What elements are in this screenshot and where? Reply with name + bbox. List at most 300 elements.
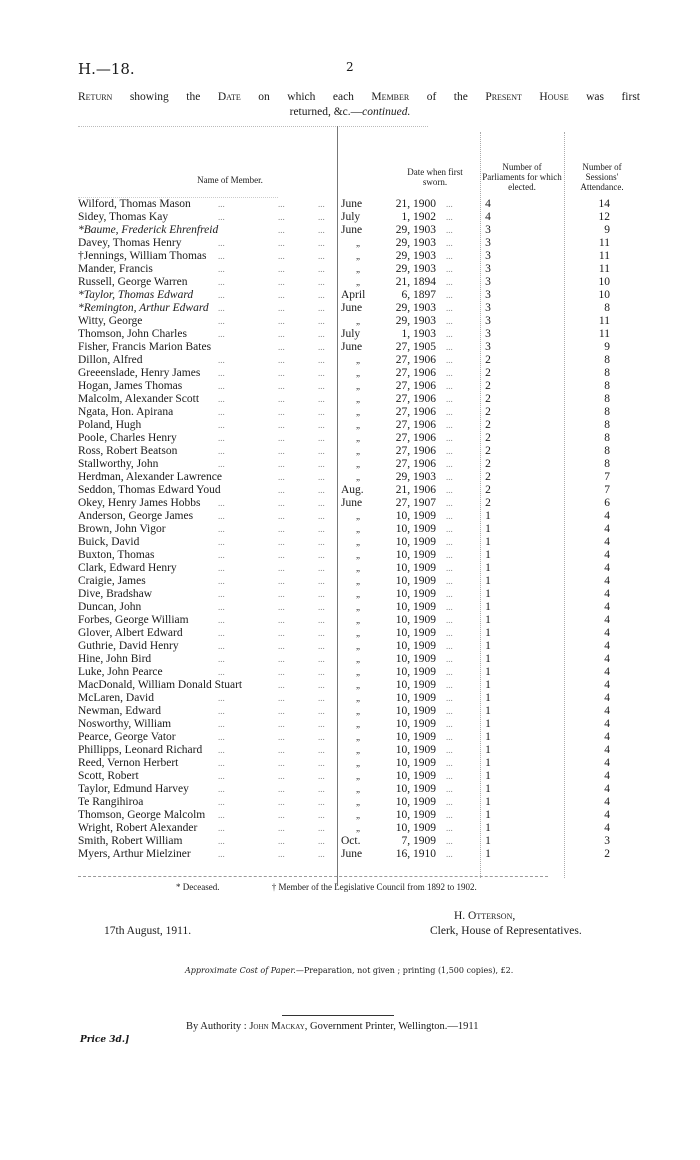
parliaments-count: 1: [485, 640, 491, 652]
sessions-count: 4: [604, 627, 610, 639]
leader-dots: ...: [446, 784, 453, 794]
parliaments-count: 2: [485, 445, 491, 457]
parliaments-count: 1: [485, 614, 491, 626]
date-day-year: 10, 1909: [395, 523, 436, 535]
date-month: „: [356, 693, 360, 703]
member-name: [78, 796, 143, 809]
leader-dots: ...: [278, 212, 285, 222]
member-name: [78, 263, 153, 276]
sessions-count: 2: [604, 848, 610, 860]
leader-dots: ...: [218, 836, 225, 846]
member-row: [78, 497, 638, 510]
leader-dots: ...: [446, 797, 453, 807]
leader-dots: ...: [318, 524, 325, 534]
leader-dots: ...: [318, 810, 325, 820]
leader-dots: ...: [278, 199, 285, 209]
member-row: [78, 250, 638, 263]
leader-dots: ...: [318, 693, 325, 703]
page-number: 2: [346, 60, 354, 74]
member-name-text: Herdman, Alexander Lawrence: [78, 471, 222, 483]
date-day-year: 10, 1909: [395, 614, 436, 626]
leader-dots: ...: [218, 602, 225, 612]
sessions-count: 8: [604, 367, 610, 379]
parliaments-count: 3: [485, 315, 491, 327]
member-row: [78, 562, 638, 575]
cost-label: Approximate Cost of Paper.: [185, 966, 296, 975]
leader-dots: ...: [278, 485, 285, 495]
leader-dots: ...: [446, 537, 453, 547]
leader-dots: ...: [318, 290, 325, 300]
member-row: [78, 302, 638, 315]
leader-dots: ...: [446, 342, 453, 352]
member-name: [78, 744, 202, 757]
leader-dots: ...: [446, 199, 453, 209]
title-line-1: [78, 91, 640, 103]
date-month: „: [356, 810, 360, 820]
parliaments-count: 1: [485, 770, 491, 782]
member-name: [78, 614, 189, 627]
date-day-year: 29, 1903: [395, 302, 436, 314]
date-day-year: 10, 1909: [395, 692, 436, 704]
member-name: [78, 341, 211, 354]
member-row: [78, 211, 638, 224]
date-day-year: 27, 1906: [395, 419, 436, 431]
parliaments-count: 1: [485, 822, 491, 834]
date-day-year: 10, 1909: [395, 731, 436, 743]
member-name: [78, 328, 187, 341]
member-name: [78, 432, 177, 445]
member-name-text: Smith, Robert William: [78, 835, 183, 847]
sessions-count: 4: [604, 575, 610, 587]
member-row: [78, 445, 638, 458]
leader-dots: ...: [218, 797, 225, 807]
date-month: „: [356, 719, 360, 729]
leader-dots: ...: [218, 849, 225, 859]
member-name-text: Buxton, Thomas: [78, 549, 155, 561]
member-name: [78, 536, 139, 549]
parliaments-count: 2: [485, 406, 491, 418]
leader-dots: ...: [318, 212, 325, 222]
leader-dots: ...: [218, 199, 225, 209]
leader-dots: ...: [446, 849, 453, 859]
leader-dots: ...: [218, 251, 225, 261]
date-month: July: [341, 328, 361, 340]
date-month: „: [356, 641, 360, 651]
member-name-text: Nosworthy, William: [78, 718, 172, 730]
leader-dots: ...: [318, 836, 325, 846]
leader-dots: ...: [278, 667, 285, 677]
parliaments-count: 2: [485, 354, 491, 366]
leader-dots: ...: [218, 368, 225, 378]
leader-dots: ...: [446, 823, 453, 833]
leader-dots: ...: [318, 264, 325, 274]
footnote-marker: *: [78, 289, 84, 301]
date-day-year: 27, 1906: [395, 458, 436, 470]
parliaments-count: 3: [485, 341, 491, 353]
leader-dots: ...: [446, 368, 453, 378]
leader-dots: ...: [318, 355, 325, 365]
signature-date: 17th August, 1911.: [104, 925, 192, 937]
leader-dots: ...: [446, 524, 453, 534]
leader-dots: ...: [318, 199, 325, 209]
sessions-count: 4: [604, 705, 610, 717]
leader-dots: ...: [446, 407, 453, 417]
cost-note: [185, 966, 513, 975]
member-name: [78, 393, 199, 406]
sessions-count: 11: [598, 237, 610, 249]
member-name-text: Taylor, Thomas Edward: [83, 289, 194, 301]
member-row: [78, 744, 638, 757]
member-name: [78, 770, 139, 783]
member-name: [78, 575, 146, 588]
leader-dots: ...: [218, 394, 225, 404]
member-name-text: Myers, Arthur Mielziner: [78, 848, 191, 860]
leader-dots: ...: [318, 719, 325, 729]
member-row: [78, 419, 638, 432]
date-month: „: [356, 537, 360, 547]
date-day-year: 27, 1906: [395, 354, 436, 366]
member-row: [78, 783, 638, 796]
leader-dots: ...: [446, 303, 453, 313]
member-name: [78, 211, 168, 224]
parliaments-count: 1: [485, 523, 491, 535]
date-month: „: [356, 277, 360, 287]
leader-dots: ...: [318, 394, 325, 404]
date-month: „: [356, 784, 360, 794]
member-name-text: Mander, Francis: [78, 263, 153, 275]
member-row: [78, 224, 638, 237]
date-day-year: 10, 1909: [395, 601, 436, 613]
parliaments-count: 1: [485, 588, 491, 600]
date-day-year: 27, 1906: [395, 367, 436, 379]
leader-dots: ...: [278, 238, 285, 248]
leader-dots: ...: [318, 498, 325, 508]
member-name-text: Witty, George: [78, 315, 143, 327]
leader-dots: ...: [278, 290, 285, 300]
sessions-count: 8: [604, 406, 610, 418]
footnote-council: † Member of the Legislative Council from 1892 to 1902.: [271, 882, 477, 892]
parliaments-count: 1: [485, 718, 491, 730]
date-month: „: [356, 433, 360, 443]
leader-dots: ...: [218, 498, 225, 508]
leader-dots: ...: [218, 303, 225, 313]
member-name-text: Newman, Edward: [78, 705, 162, 717]
date-day-year: 10, 1909: [395, 562, 436, 574]
leader-dots: ...: [218, 589, 225, 599]
sessions-count: 4: [604, 796, 610, 808]
leader-dots: ...: [318, 641, 325, 651]
leader-dots: ...: [218, 316, 225, 326]
leader-dots: ...: [446, 680, 453, 690]
member-name: [78, 705, 161, 718]
leader-dots: ...: [278, 615, 285, 625]
leader-dots: ...: [278, 407, 285, 417]
date-month: June: [341, 224, 363, 236]
leader-dots: ...: [446, 329, 453, 339]
title-word: Member: [371, 91, 410, 103]
leader-dots: ...: [218, 732, 225, 742]
leader-dots: ...: [446, 498, 453, 508]
leader-dots: ...: [446, 693, 453, 703]
member-row: [78, 718, 638, 731]
date-day-year: 10, 1909: [395, 809, 436, 821]
member-name-text: Clark, Edward Henry: [78, 562, 177, 574]
sessions-count: 4: [604, 640, 610, 652]
date-month: „: [356, 745, 360, 755]
date-month: „: [356, 823, 360, 833]
date-month: „: [356, 771, 360, 781]
parliaments-count: 3: [485, 328, 491, 340]
member-name: [78, 562, 177, 575]
date-day-year: 10, 1909: [395, 783, 436, 795]
date-month: „: [356, 589, 360, 599]
date-day-year: 27, 1906: [395, 380, 436, 392]
leader-dots: ...: [446, 719, 453, 729]
date-day-year: 10, 1909: [395, 796, 436, 808]
member-name-text: Okey, Henry James Hobbs: [78, 497, 201, 509]
parliaments-count: 1: [485, 653, 491, 665]
date-month: „: [356, 524, 360, 534]
member-name: [78, 497, 201, 510]
date-day-year: 10, 1909: [395, 757, 436, 769]
member-name-text: Thomson, John Charles: [78, 328, 187, 340]
member-row: [78, 601, 638, 614]
member-name-text: Brown, John Vigor: [78, 523, 166, 535]
leader-dots: ...: [318, 251, 325, 261]
member-name: [78, 718, 171, 731]
member-name: [78, 653, 151, 666]
leader-dots: ...: [218, 615, 225, 625]
leader-dots: ...: [278, 589, 285, 599]
parliaments-count: 1: [485, 731, 491, 743]
date-day-year: 21, 1906: [395, 484, 436, 496]
date-day-year: 27, 1906: [395, 445, 436, 457]
member-name: [78, 601, 141, 614]
leader-dots: ...: [318, 797, 325, 807]
printer-imprint: [186, 1021, 479, 1032]
member-name-text: Anderson, George James: [78, 510, 194, 522]
member-row: [78, 198, 638, 211]
member-name-text: Poole, Charles Henry: [78, 432, 177, 444]
leader-dots: ...: [278, 368, 285, 378]
member-row: [78, 809, 638, 822]
parliaments-count: 1: [485, 666, 491, 678]
member-row: [78, 679, 638, 692]
leader-dots: ...: [278, 745, 285, 755]
leader-dots: ...: [446, 667, 453, 677]
parliaments-count: 2: [485, 471, 491, 483]
member-row: [78, 341, 638, 354]
title-word: Return: [78, 91, 113, 103]
leader-dots: ...: [278, 355, 285, 365]
member-row: [78, 835, 638, 848]
sessions-count: 8: [604, 354, 610, 366]
member-row: [78, 848, 638, 861]
sessions-count: 14: [598, 198, 610, 210]
footnote-marker: *: [78, 224, 84, 236]
leader-dots: ...: [446, 589, 453, 599]
leader-dots: ...: [318, 654, 325, 664]
leader-dots: ...: [446, 212, 453, 222]
title-word: of the: [409, 91, 486, 103]
title-word: Date: [217, 91, 241, 103]
leader-dots: ...: [278, 771, 285, 781]
date-day-year: 10, 1909: [395, 575, 436, 587]
leader-dots: ...: [446, 628, 453, 638]
sessions-count: 8: [604, 458, 610, 470]
parliaments-count: 1: [485, 705, 491, 717]
member-row: [78, 796, 638, 809]
leader-dots: ...: [446, 511, 453, 521]
member-row: [78, 471, 638, 484]
title-word: on which each: [240, 91, 372, 103]
member-name-text: Guthrie, David Henry: [78, 640, 179, 652]
date-month: „: [356, 654, 360, 664]
leader-dots: ...: [318, 667, 325, 677]
date-day-year: 10, 1909: [395, 822, 436, 834]
parliaments-count: 1: [485, 510, 491, 522]
leader-dots: ...: [446, 277, 453, 287]
leader-dots: ...: [278, 758, 285, 768]
leader-dots: ...: [318, 706, 325, 716]
column-header-name: Name of Member.: [197, 175, 263, 185]
sessions-count: 8: [604, 302, 610, 314]
leader-dots: ...: [318, 433, 325, 443]
date-day-year: 7, 1909: [401, 835, 436, 847]
leader-dots: ...: [446, 472, 453, 482]
date-month: „: [356, 407, 360, 417]
date-day-year: 27, 1905: [395, 341, 436, 353]
sessions-count: 11: [598, 263, 610, 275]
parliaments-count: 1: [485, 809, 491, 821]
member-name-text: Seddon, Thomas Edward Youd: [78, 484, 221, 496]
member-name-text: Ngata, Hon. Apirana: [78, 406, 174, 418]
date-day-year: 21, 1900: [395, 198, 436, 210]
date-month: June: [341, 302, 363, 314]
leader-dots: ...: [318, 680, 325, 690]
sessions-count: 11: [598, 328, 610, 340]
member-name-text: Dillon, Alfred: [78, 354, 143, 366]
leader-dots: ...: [218, 537, 225, 547]
sessions-count: 8: [604, 419, 610, 431]
leader-dots: ...: [278, 680, 285, 690]
leader-dots: ...: [278, 576, 285, 586]
parliaments-count: 2: [485, 432, 491, 444]
parliaments-count: 2: [485, 497, 491, 509]
parliaments-count: 1: [485, 679, 491, 691]
leader-dots: ...: [318, 342, 325, 352]
leader-dots: ...: [318, 446, 325, 456]
member-name-text: Wilford, Thomas Mason: [78, 198, 191, 210]
member-name-text: Greeenslade, Henry James: [78, 367, 201, 379]
sessions-count: 8: [604, 393, 610, 405]
date-month: June: [341, 198, 363, 210]
member-name-text: Forbes, George William: [78, 614, 189, 626]
date-day-year: 29, 1903: [395, 237, 436, 249]
date-day-year: 10, 1909: [395, 588, 436, 600]
parliaments-count: 3: [485, 302, 491, 314]
leader-dots: ...: [446, 264, 453, 274]
parliaments-count: 1: [485, 562, 491, 574]
leader-dots: ...: [278, 433, 285, 443]
column-header-parliaments: Number of Parliaments for which elected.: [482, 162, 562, 192]
date-month: „: [356, 511, 360, 521]
member-name: [78, 354, 143, 367]
leader-dots: ...: [446, 732, 453, 742]
member-name-text: Dive, Bradshaw: [78, 588, 153, 600]
parliaments-count: 3: [485, 263, 491, 275]
leader-dots: ...: [218, 433, 225, 443]
parliaments-count: 1: [485, 575, 491, 587]
member-name: [78, 250, 206, 263]
member-row: [78, 510, 638, 523]
title-word: was first: [568, 91, 641, 103]
member-name: [78, 679, 242, 692]
date-month: „: [356, 316, 360, 326]
member-row: [78, 614, 638, 627]
imprint-suffix: , Government Printer, Wellington.—1911: [304, 1021, 479, 1032]
member-row: [78, 536, 638, 549]
date-month: „: [356, 602, 360, 612]
leader-dots: ...: [278, 394, 285, 404]
leader-dots: ...: [446, 316, 453, 326]
parliaments-count: 1: [485, 783, 491, 795]
leader-dots: ...: [446, 355, 453, 365]
leader-dots: ...: [318, 420, 325, 430]
date-month: June: [341, 848, 363, 860]
sessions-count: 10: [598, 276, 610, 288]
leader-dots: ...: [218, 264, 225, 274]
column-header-sessions: Number of Sessions' Attendance.: [580, 162, 624, 192]
member-name-text: MacDonald, William Donald Stuart: [78, 679, 243, 691]
leader-dots: ...: [278, 784, 285, 794]
date-month: April: [341, 289, 366, 301]
leader-dots: ...: [278, 381, 285, 391]
leader-dots: ...: [446, 706, 453, 716]
date-month: „: [356, 355, 360, 365]
member-row: [78, 263, 638, 276]
leader-dots: ...: [318, 238, 325, 248]
leader-dots: ...: [218, 459, 225, 469]
member-row: [78, 237, 638, 250]
leader-dots: ...: [278, 277, 285, 287]
date-month: „: [356, 563, 360, 573]
leader-dots: ...: [218, 238, 225, 248]
leader-dots: ...: [218, 381, 225, 391]
leader-dots: ...: [218, 745, 225, 755]
leader-dots: ...: [218, 407, 225, 417]
sessions-count: 4: [604, 614, 610, 626]
member-name-text: Poland, Hugh: [78, 419, 142, 431]
leader-dots: ...: [218, 576, 225, 586]
signatory-name: H. Otterson,: [454, 910, 516, 922]
date-month: „: [356, 680, 360, 690]
leader-dots: ...: [446, 654, 453, 664]
member-row: [78, 315, 638, 328]
column-header-date: Date when first sworn.: [407, 167, 463, 187]
date-day-year: 29, 1903: [395, 471, 436, 483]
leader-dots: ...: [278, 693, 285, 703]
date-day-year: 27, 1907: [395, 497, 436, 509]
member-name: [78, 588, 152, 601]
member-name: [78, 471, 222, 484]
date-month: June: [341, 341, 363, 353]
leader-dots: ...: [446, 485, 453, 495]
member-name: [78, 510, 193, 523]
sessions-count: 4: [604, 809, 610, 821]
member-row: [78, 276, 638, 289]
date-day-year: 21, 1894: [395, 276, 436, 288]
